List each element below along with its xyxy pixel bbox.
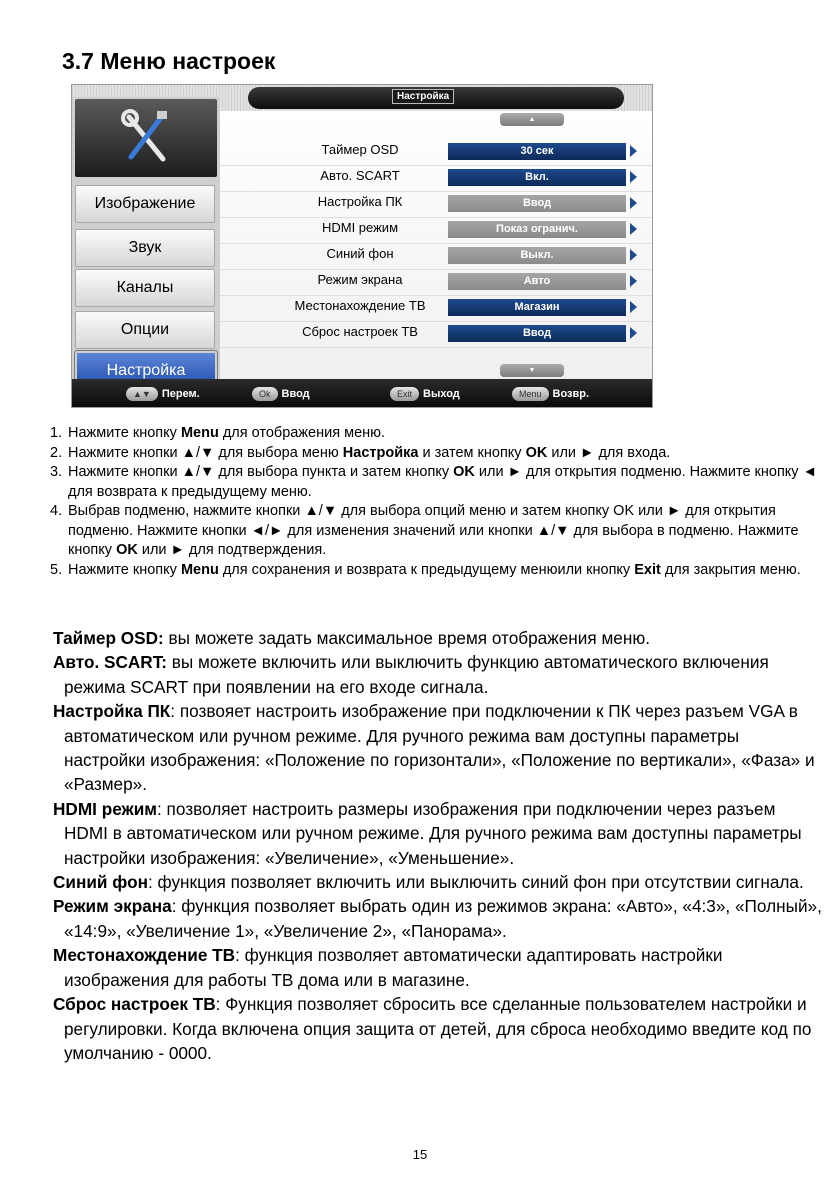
scroll-down-button[interactable] xyxy=(500,364,564,377)
step-text: или ► для входа. xyxy=(547,444,671,461)
option-row-pc-setup[interactable] xyxy=(220,191,652,218)
hint-text: Возвр. xyxy=(552,387,590,400)
instruction-steps xyxy=(50,424,820,580)
step-text: Нажмите кнопку xyxy=(68,425,181,441)
option-row-auto-scart[interactable] xyxy=(220,165,652,192)
step-keyword: OK xyxy=(116,542,138,558)
option-description xyxy=(53,992,823,1065)
page-number: 15 xyxy=(412,1147,428,1162)
instruction-step xyxy=(50,502,820,561)
option-value[interactable]: Показ огранич. xyxy=(448,221,626,238)
hint-text: Выход xyxy=(423,387,460,400)
option-description xyxy=(53,626,823,650)
hint-key: Exit xyxy=(390,387,419,401)
triangle-up-icon: ▲ xyxy=(528,116,536,123)
step-text: для сохранения и возврата к предыдущему менюили кнопку xyxy=(218,561,635,578)
option-label: Авто. SCART xyxy=(320,168,400,183)
option-label: HDMI режим xyxy=(321,220,399,235)
option-row-blue-screen[interactable] xyxy=(220,243,652,270)
option-row-screen-mode[interactable] xyxy=(220,269,652,296)
step-text: и затем кнопку xyxy=(418,444,526,461)
option-description xyxy=(53,699,823,797)
arrow-right-icon[interactable] xyxy=(630,249,637,261)
option-label: Настройка ПК xyxy=(317,194,403,209)
option-description xyxy=(53,870,823,894)
option-value[interactable]: Магазин xyxy=(448,299,626,316)
step-keyword: Menu xyxy=(180,561,219,578)
hint-menu xyxy=(512,385,589,401)
hint-key: Ok xyxy=(252,387,278,401)
arrow-right-icon[interactable] xyxy=(630,171,637,183)
hint-key: Menu xyxy=(512,387,549,401)
option-value[interactable]: 30 сек xyxy=(448,143,626,160)
description-term: Сброс настроек ТВ xyxy=(53,994,216,1015)
instruction-step xyxy=(50,424,820,444)
settings-tools-tile xyxy=(75,99,217,177)
step-keyword: Exit xyxy=(634,561,661,578)
description-text: : функция позволяет автоматически адаптировать настройки изображения для работы ТВ дома или в магазине. xyxy=(64,945,723,990)
step-number: 3. xyxy=(50,464,63,480)
description-text: вы можете задать максимальное время отображения меню. xyxy=(163,628,651,648)
arrow-right-icon[interactable] xyxy=(630,197,637,209)
sidebar-item-channels[interactable]: Каналы xyxy=(75,269,215,307)
option-label: Сброс настроек ТВ xyxy=(302,324,418,339)
description-text: : функция позволяет выбрать один из режимов экрана: «Авто», «4:3», «Полный», «14:9», «Увеличение 1», «Увеличение 2», «Панорама». xyxy=(64,896,822,941)
step-text: для закрытия меню. xyxy=(660,561,801,578)
option-value[interactable]: Ввод xyxy=(448,325,626,342)
hint-exit xyxy=(390,385,460,401)
option-row-hdmi-mode[interactable] xyxy=(220,217,652,244)
arrow-right-icon[interactable] xyxy=(630,223,637,235)
step-number: 4. xyxy=(50,503,63,519)
step-keyword: Menu xyxy=(180,425,219,441)
instruction-step xyxy=(50,444,820,464)
description-text: вы можете включить или выключить функцию автоматического включения режима SCART при появлении на его входе сигнала. xyxy=(64,652,769,697)
tools-icon xyxy=(121,109,171,167)
step-number: 5. xyxy=(50,561,63,578)
step-text: Выбрав подменю, нажмите кнопки ▲/▼ для выбора опций меню и затем кнопку OK или ► для открытия подменю. Нажмите кнопки ◄/► для изменения значений или кнопки ▲/▼ для выбора в подменю. Нажмите кнопку xyxy=(68,503,799,558)
step-keyword: OK xyxy=(453,464,475,480)
arrow-right-icon[interactable] xyxy=(630,327,637,339)
screen-hint-bar xyxy=(72,379,652,407)
step-keyword: OK xyxy=(525,444,548,461)
description-term: Местонахождение ТВ xyxy=(53,945,236,966)
description-term: HDMI режим xyxy=(53,798,157,819)
step-number: 1. xyxy=(50,425,63,441)
screen-sidebar xyxy=(72,97,220,379)
hint-text: Ввод xyxy=(281,387,310,400)
instruction-step xyxy=(50,463,820,502)
option-value[interactable]: Ввод xyxy=(448,195,626,212)
step-number: 2. xyxy=(50,444,63,461)
option-description xyxy=(53,943,823,992)
option-description xyxy=(53,894,823,943)
step-text: или ► для открытия подменю. Нажмите кнопку ◄ для возврата к предыдущему меню. xyxy=(68,464,817,500)
option-value[interactable]: Авто xyxy=(448,273,626,290)
option-row-osd-timer[interactable] xyxy=(220,139,652,166)
triangle-down-icon: ▼ xyxy=(528,367,536,374)
option-description xyxy=(53,650,823,699)
sidebar-item-options[interactable]: Опции xyxy=(75,311,215,349)
step-text: Нажмите кнопки ▲/▼ для выбора меню xyxy=(68,444,343,461)
sidebar-item-settings[interactable]: Настройка xyxy=(75,351,217,391)
step-text: для отображения меню. xyxy=(218,425,386,441)
hint-move xyxy=(126,385,200,401)
option-label: Режим экрана xyxy=(317,272,403,287)
description-term: Режим экрана xyxy=(53,896,172,917)
option-label: Синий фон xyxy=(326,246,394,261)
option-value[interactable]: Вкл. xyxy=(448,169,626,186)
scroll-up-button[interactable] xyxy=(500,113,564,126)
instruction-step xyxy=(50,561,820,581)
step-keyword: Настройка xyxy=(342,444,419,461)
tv-settings-screen xyxy=(71,84,653,408)
step-text: Нажмите кнопку xyxy=(68,561,181,578)
hint-key: ▲▼ xyxy=(126,387,158,401)
description-term: Синий фон xyxy=(53,872,148,893)
option-label: Таймер OSD xyxy=(321,142,399,157)
option-label: Местонахождение ТВ xyxy=(294,298,426,313)
option-row-tv-location[interactable] xyxy=(220,295,652,322)
screen-title: Настройка xyxy=(392,89,454,104)
page-title: 3.7 Меню настроек xyxy=(62,48,276,74)
arrow-right-icon[interactable] xyxy=(630,275,637,287)
options-panel xyxy=(220,111,652,379)
description-text: : позвояет настроить изображение при подключении к ПК через разъем VGA в автоматическом или ручном режиме. Для ручного режима вам доступны параметры настройки изображения: «Положение по горизонтали», «Положение по вертикали», «Фаза» и «Размер». xyxy=(64,701,815,795)
description-text: : функция позволяет включить или выключить синий фон при отсутствии сигнала. xyxy=(147,872,804,893)
option-row-reset-tv[interactable] xyxy=(220,321,652,348)
description-term: Таймер OSD: xyxy=(53,628,164,648)
description-text: : позволяет настроить размеры изображения при подключении через разъем HDMI в автоматическом или ручном режиме. Для ручного режима вам доступны параметры настройки изображения: «Увеличение», «Уменьшение». xyxy=(64,798,802,868)
hint-text: Перем. xyxy=(161,387,200,400)
step-text: или ► для подтверждения. xyxy=(137,542,327,558)
option-description xyxy=(53,797,823,870)
sidebar-item-sound[interactable]: Звук xyxy=(75,229,215,267)
option-value[interactable]: Выкл. xyxy=(448,247,626,264)
step-text: Нажмите кнопки ▲/▼ для выбора пункта и затем кнопку xyxy=(68,464,454,480)
description-text: : Функция позволяет сбросить все сделанные пользователем настройки и регулировки. Когда включена опция защита от детей, для сброса необходимо введите код по умолчанию - 0000. xyxy=(64,994,812,1063)
description-term: Авто. SCART: xyxy=(53,652,168,673)
arrow-right-icon[interactable] xyxy=(630,301,637,313)
arrow-right-icon[interactable] xyxy=(630,145,637,157)
option-descriptions xyxy=(53,626,823,1065)
sidebar-item-image[interactable]: Изображение xyxy=(75,185,215,223)
hint-ok xyxy=(252,385,310,401)
description-term: Настройка ПК xyxy=(53,701,171,722)
